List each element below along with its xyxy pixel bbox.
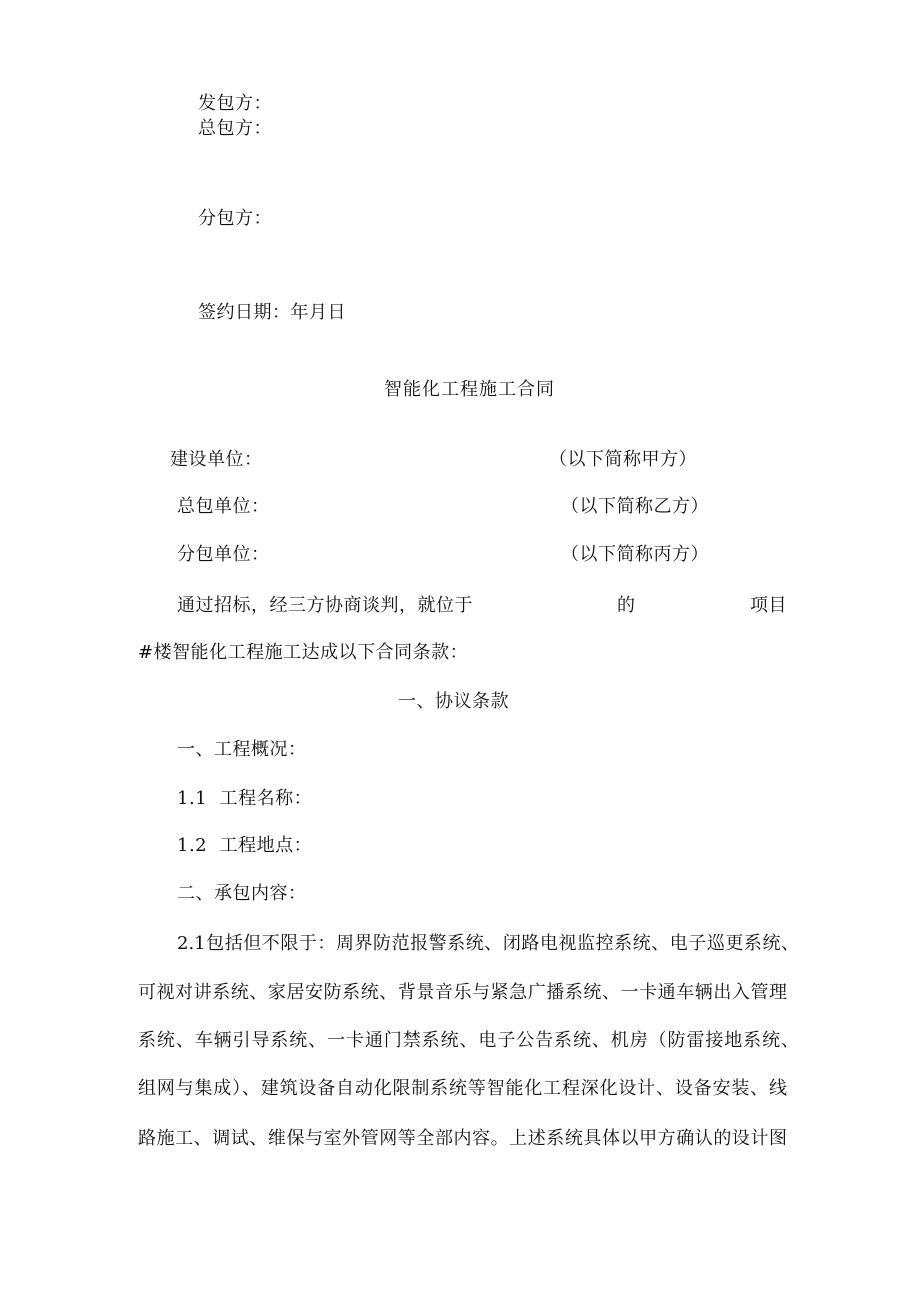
clause-1-1: 1.1 工程名称： xyxy=(177,788,313,809)
clause-2-1-line-1: 2.1包括但不限于：周界防范报警系统、闭路电视监控系统、电子巡更系统、 xyxy=(177,933,799,954)
intro-part-b: 的 xyxy=(617,595,636,616)
party-label-general: 总包单位： xyxy=(177,496,270,517)
clause-2-1-line-4: 组网与集成）、建筑设备自动化限制系统等智能化工程深化设计、设备安装、线 xyxy=(138,1078,787,1099)
party-label-owner: 建设单位： xyxy=(170,449,263,470)
clause-1-heading: 一、工程概况： xyxy=(177,739,307,760)
party-alias-sub: （以下简称丙方） xyxy=(561,544,709,565)
employer-label: 发包方： xyxy=(198,93,272,114)
signing-date: 签约日期：年月日 xyxy=(198,302,346,323)
contract-title: 智能化工程施工合同 xyxy=(384,379,555,400)
party-alias-general: （以下简称乙方） xyxy=(561,496,709,517)
subcontractor-label: 分包方： xyxy=(198,208,272,229)
intro-line-2: #楼智能化工程施工达成以下合同条款： xyxy=(138,642,469,663)
clause-2-1-line-2: 可视对讲系统、家居安防系统、背景音乐与紧急广播系统、一卡通车辆出入管理 xyxy=(138,982,787,1003)
general-contractor-label: 总包方： xyxy=(198,118,272,139)
clause-2-heading: 二、承包内容： xyxy=(177,883,307,904)
section-title: 一、协议条款 xyxy=(398,691,509,712)
clause-1-2: 1.2 工程地点： xyxy=(177,835,313,856)
clause-2-1-line-5: 路施工、调试、维保与室外管网等全部内容。上述系统具体以甲方确认的设计图 xyxy=(138,1128,787,1149)
party-alias-owner: （以下简称甲方） xyxy=(549,449,697,470)
intro-part-a: 通过招标，经三方协商谈判，就位于 xyxy=(177,595,473,616)
intro-part-c: 项目 xyxy=(750,595,787,616)
clause-2-1-line-3: 系统、车辆引导系统、一卡通门禁系统、电子公告系统、机房（防雷接地系统、 xyxy=(138,1030,799,1051)
party-label-sub: 分包单位： xyxy=(177,544,270,565)
